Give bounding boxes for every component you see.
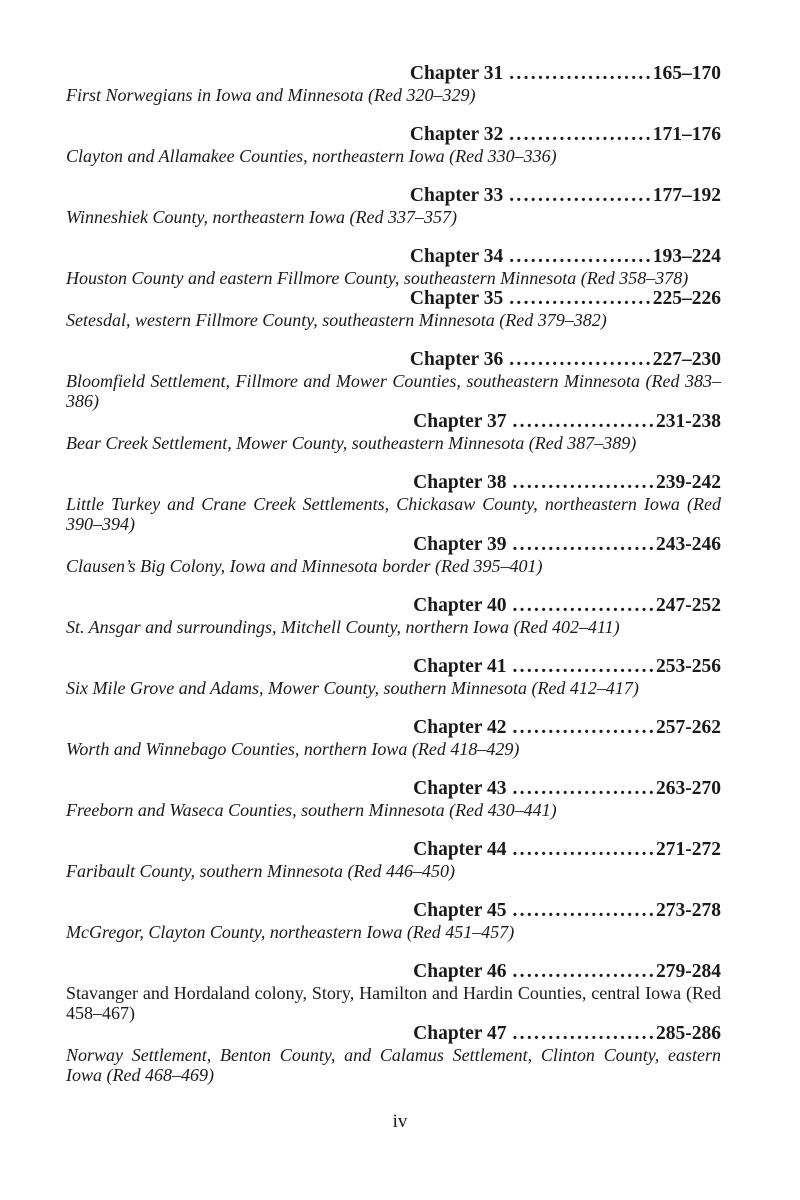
toc-entry <box>66 595 721 637</box>
toc-entry <box>66 900 721 942</box>
chapter-label: Chapter 43 <box>413 778 507 799</box>
dot-leader: .................... <box>512 534 656 555</box>
chapter-heading <box>66 900 721 922</box>
page-range: 253-256 <box>656 656 721 677</box>
chapter-heading <box>66 534 721 556</box>
dot-leader: .................... <box>509 349 653 370</box>
chapter-heading <box>66 246 721 268</box>
toc-entry <box>66 124 721 166</box>
chapter-description: Stavanger and Hordaland colony, Story, Hamilton and Hardin Counties, central Iowa (Red 458–467) <box>66 983 721 1023</box>
chapter-heading <box>66 288 721 310</box>
dot-leader: .................... <box>509 185 653 206</box>
page-range: 279-284 <box>656 961 721 982</box>
toc-entry <box>66 63 721 105</box>
toc-entry <box>66 839 721 881</box>
page-range: 171–176 <box>652 124 721 145</box>
chapter-label: Chapter 31 <box>409 63 504 84</box>
chapter-label: Chapter 45 <box>413 900 507 921</box>
dot-leader: .................... <box>512 717 656 738</box>
chapter-label: Chapter 44 <box>413 839 507 860</box>
dot-leader: .................... <box>509 63 653 84</box>
chapter-description: Little Turkey and Crane Creek Settlements, Chickasaw County, northeastern Iowa (Red 390–394) <box>66 494 721 534</box>
dot-leader: .................... <box>512 411 656 432</box>
toc-entry <box>66 656 721 698</box>
chapter-description: Winneshiek County, northeastern Iowa (Red 337–357) <box>66 207 457 227</box>
page-range: 285-286 <box>656 1023 721 1044</box>
chapter-heading <box>66 185 721 207</box>
chapter-description: Houston County and eastern Fillmore County, southeastern Minnesota (Red 358–378) <box>66 268 689 288</box>
toc-entry <box>66 472 721 534</box>
page-range: 165–170 <box>652 63 721 84</box>
chapter-heading <box>66 411 721 433</box>
chapter-description: Worth and Winnebago Counties, northern Iowa (Red 418–429) <box>66 739 520 759</box>
toc-entry <box>66 961 721 1023</box>
dot-leader: .................... <box>512 472 656 493</box>
page-range: 193–224 <box>652 246 721 267</box>
page-range: 243-246 <box>656 534 721 555</box>
dot-leader: .................... <box>512 1023 656 1044</box>
toc-entry <box>66 185 721 227</box>
chapter-label: Chapter 36 <box>409 349 504 370</box>
toc-entry <box>66 349 721 411</box>
chapter-description: Bear Creek Settlement, Mower County, southeastern Minnesota (Red 387–389) <box>66 433 637 453</box>
page-range: 247-252 <box>656 595 721 616</box>
dot-leader: .................... <box>509 288 653 309</box>
chapter-heading <box>66 717 721 739</box>
chapter-description: Clayton and Allamakee Counties, northeastern Iowa (Red 330–336) <box>66 146 557 166</box>
page-range: 257-262 <box>656 717 721 738</box>
chapter-label: Chapter 38 <box>413 472 507 493</box>
dot-leader: .................... <box>512 839 656 860</box>
dot-leader: .................... <box>512 900 656 921</box>
chapter-heading <box>66 1023 721 1045</box>
dot-leader: .................... <box>509 124 653 145</box>
toc-entry <box>66 778 721 820</box>
toc-entry <box>66 534 721 576</box>
chapter-heading <box>66 124 721 146</box>
chapter-heading <box>66 595 721 617</box>
chapter-label: Chapter 47 <box>413 1023 507 1044</box>
chapter-label: Chapter 33 <box>409 185 504 206</box>
page-range: 227–230 <box>652 349 721 370</box>
dot-leader: .................... <box>512 778 656 799</box>
dot-leader: .................... <box>512 656 656 677</box>
page-range: 263-270 <box>656 778 721 799</box>
chapter-label: Chapter 34 <box>409 246 504 267</box>
chapter-description: Faribault County, southern Minnesota (Red 446–450) <box>66 861 455 881</box>
page-number: iv <box>392 1111 408 1132</box>
chapter-description: Setesdal, western Fillmore County, southeastern Minnesota (Red 379–382) <box>66 310 607 330</box>
toc-entry <box>66 411 721 453</box>
toc-entry <box>66 246 721 288</box>
table-of-contents <box>66 63 721 1085</box>
toc-entry <box>66 1023 721 1085</box>
page-range: 231-238 <box>656 411 721 432</box>
chapter-label: Chapter 46 <box>413 961 507 982</box>
chapter-description: Six Mile Grove and Adams, Mower County, southern Minnesota (Red 412–417) <box>66 678 639 698</box>
chapter-description: McGregor, Clayton County, northeastern Iowa (Red 451–457) <box>66 922 515 942</box>
dot-leader: .................... <box>512 595 656 616</box>
chapter-description: First Norwegians in Iowa and Minnesota (Red 320–329) <box>66 85 476 105</box>
chapter-description: Bloomfield Settlement, Fillmore and Mower Counties, southeastern Minnesota (Red 383–386) <box>66 371 721 411</box>
page-range: 273-278 <box>656 900 721 921</box>
toc-entry <box>66 717 721 759</box>
chapter-label: Chapter 35 <box>409 288 504 309</box>
chapter-description: Norway Settlement, Benton County, and Calamus Settlement, Clinton County, eastern Iowa (Red 468–469) <box>66 1045 721 1085</box>
page-range: 177–192 <box>652 185 721 206</box>
dot-leader: .................... <box>509 246 653 267</box>
chapter-heading <box>66 349 721 371</box>
dot-leader: .................... <box>512 961 656 982</box>
chapter-heading <box>66 961 721 983</box>
chapter-label: Chapter 41 <box>413 656 507 677</box>
toc-entry <box>66 288 721 330</box>
chapter-description: Clausen’s Big Colony, Iowa and Minnesota border (Red 395–401) <box>66 556 543 576</box>
chapter-heading <box>66 63 721 85</box>
chapter-label: Chapter 32 <box>409 124 504 145</box>
chapter-description: St. Ansgar and surroundings, Mitchell County, northern Iowa (Red 402–411) <box>66 617 620 637</box>
chapter-label: Chapter 39 <box>413 534 507 555</box>
page-range: 225–226 <box>652 288 721 309</box>
chapter-heading <box>66 656 721 678</box>
chapter-description: Freeborn and Waseca Counties, southern Minnesota (Red 430–441) <box>66 800 557 820</box>
chapter-heading <box>66 778 721 800</box>
chapter-label: Chapter 42 <box>413 717 507 738</box>
chapter-heading <box>66 472 721 494</box>
page-range: 239-242 <box>656 472 721 493</box>
chapter-label: Chapter 40 <box>413 595 507 616</box>
chapter-heading <box>66 839 721 861</box>
chapter-label: Chapter 37 <box>413 411 507 432</box>
page-range: 271-272 <box>656 839 721 860</box>
